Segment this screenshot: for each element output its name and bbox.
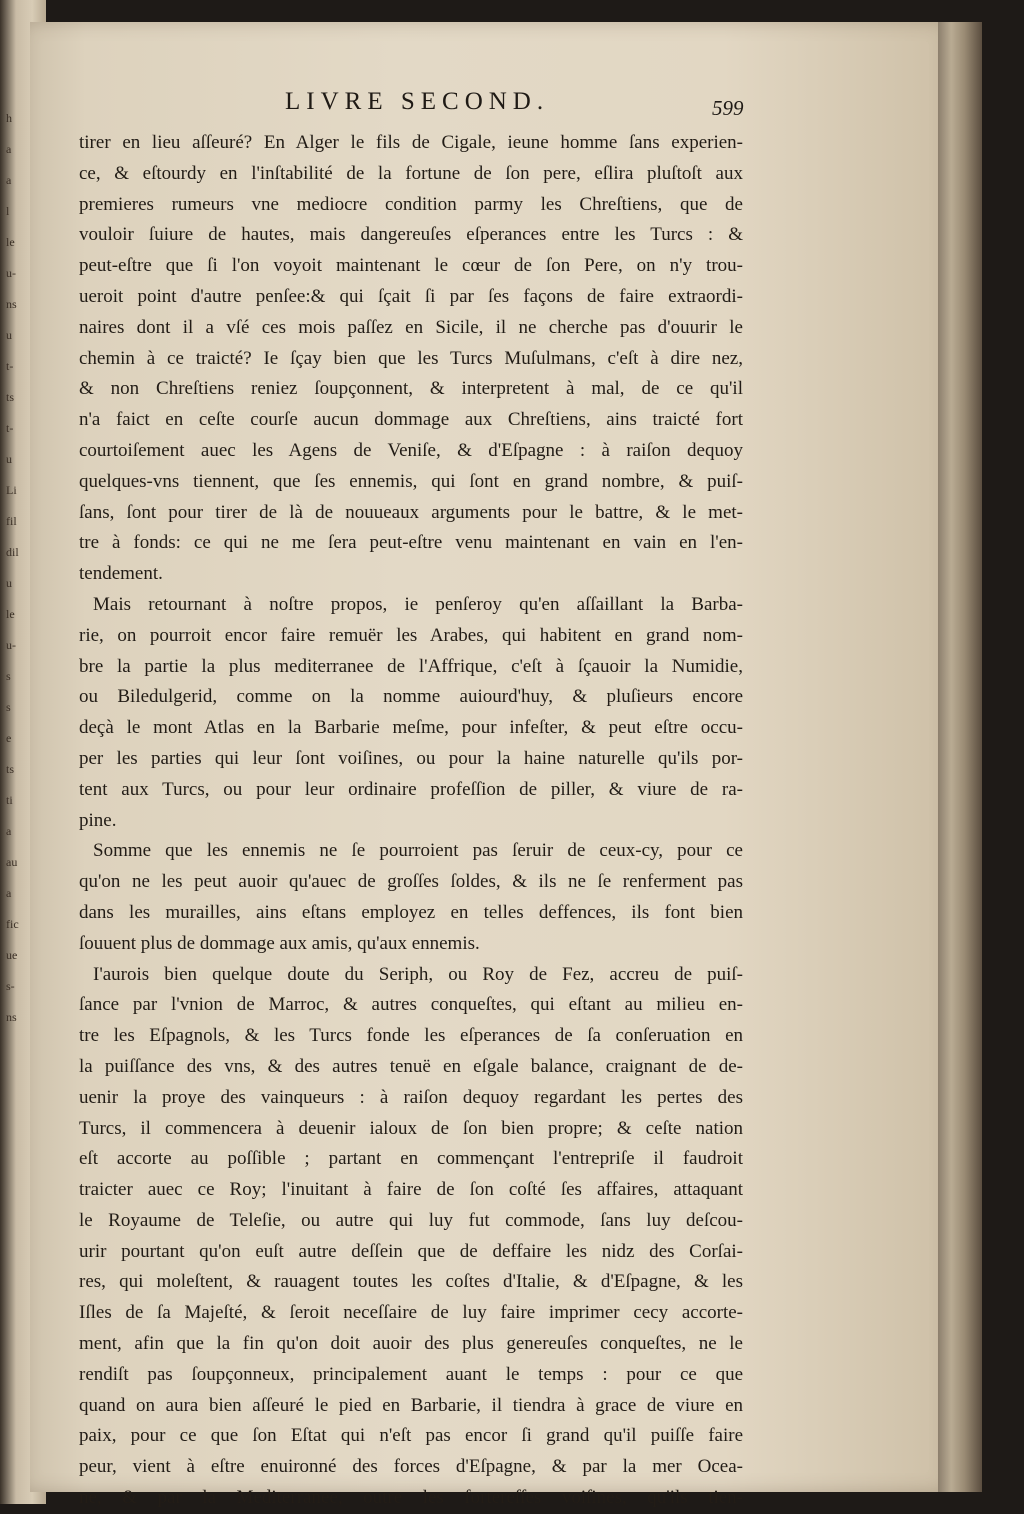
edge-fragment: fic: [6, 917, 19, 931]
text-line: Turcs, il commencera à deuenir ialoux de ſon bien propre; & ceſte nation: [79, 1117, 743, 1139]
edge-fragment: le: [6, 235, 15, 249]
edge-fragment: l: [6, 204, 10, 218]
text-line: ce, & eſtourdy en l'inſtabilité de la fortune de ſon pere, eſlira pluſtoſt aux: [79, 162, 743, 184]
text-line: vouloir ſuiure de hautes, mais dangereuſes eſperances entre les Turcs : &: [79, 224, 743, 246]
text-line: peut-eſtre que ſi l'on voyoit maintenant le cœur de ſon Pere, on n'y trou-: [79, 255, 743, 277]
running-head: LIVRE SECOND.: [285, 88, 550, 115]
edge-fragment: a: [6, 142, 12, 156]
text-line: ne, & par la Mediterranee, outre les fortereſſes voiſines, qu'ils tien-: [79, 1487, 743, 1509]
text-line: res, qui moleſtent, & rauagent toutes les coſtes d'Italie, & d'Eſpagne, & les: [79, 1271, 743, 1293]
edge-fragment: a: [6, 824, 12, 838]
text-line: paix, pour ce que ſon Eſtat qui n'eſt pas encor ſi grand qu'il puiſſe faire: [79, 1425, 743, 1447]
text-line: bre la partie la plus mediterranee de l'Affrique, c'eſt à ſçauoir la Numidie,: [79, 655, 743, 677]
text-line: deçà le mont Atlas en la Barbarie meſme, pour infeſter, & peut eſtre occu-: [79, 717, 743, 739]
text-line: ſance par l'vnion de Marroc, & autres conqueſtes, qui eſtant au milieu en-: [79, 994, 743, 1016]
text-line: urir pourtant qu'on euſt autre deſſein que de deffaire les nidz des Corſai-: [79, 1240, 743, 1262]
text-line: qu'on ne les peut auoir qu'auec de groſſes ſoldes, & ils ne ſe renferment pas: [79, 871, 743, 893]
edge-fragment: dil: [6, 545, 19, 559]
text-line: quand on aura bien aſſeuré le pied en Barbarie, il tiendra à grace de viure en: [79, 1394, 743, 1416]
text-line: I'aurois bien quelque doute du Seriph, ou Roy de Fez, accreu de puiſ-: [93, 963, 743, 985]
edge-fragment: u-: [6, 638, 16, 652]
edge-fragment: a: [6, 173, 12, 187]
text-line: chemin à ce traicté? Ie ſçay bien que les Turcs Muſulmans, c'eſt à dire nez,: [79, 347, 743, 369]
edge-fragment: ts: [6, 390, 15, 404]
page-number: 599: [712, 96, 744, 120]
text-line: rie, on pourroit encor faire remuër les Arabes, qui habitent en grand nom-: [79, 624, 743, 646]
text-line: naires dont il a vſé ces mois paſſez en Sicile, il ne cherche pas d'ouurir le: [79, 316, 743, 338]
text-line: tendement.: [79, 563, 163, 585]
body-text: [79, 128, 743, 1514]
text-line: ou Biledulgerid, comme on la nomme auiourd'huy, & pluſieurs encore: [79, 686, 743, 708]
text-line: la puiſſance des vns, & des autres tenuë en eſgale balance, craignant de de-: [79, 1055, 743, 1077]
edge-fragment: u: [6, 328, 12, 342]
text-line: ueroit point d'autre penſee:& qui ſçait ſi par ſes façons de faire extraordi-: [79, 285, 743, 307]
text-line: peur, vient à eſtre enuironné des forces d'Eſpagne, & par la mer Ocea-: [79, 1456, 743, 1478]
edge-fragment: t-: [6, 421, 14, 435]
text-line: Somme que les ennemis ne ſe pourroient pas ſeruir de ceux-cy, pour ce: [93, 840, 743, 862]
text-line: courtoiſement auec les Agens de Veniſe, & d'Eſpagne : à raiſon dequoy: [79, 439, 743, 461]
text-line: n'a faict en ceſte courſe aucun dommage aux Chreſtiens, ains traicté fort: [79, 409, 743, 431]
edge-fragment: h: [6, 111, 12, 125]
edge-fragment: s: [6, 700, 11, 714]
edge-fragment: ns: [6, 1010, 17, 1024]
text-line: ſouuent plus de dommage aux amis, qu'aux ennemis.: [79, 932, 480, 954]
text-line: per les parties qui leur ſont voiſines, ou pour la haine naturelle qu'ils por-: [79, 747, 743, 769]
text-line: Iſles de ſa Majeſté, & ſeroit neceſſaire de luy faire imprimer cecy accorte-: [79, 1302, 743, 1324]
edge-fragment: ns: [6, 297, 17, 311]
text-line: & non Chreſtiens reniez ſoupçonnent, & interpretent à mal, de ce qu'il: [79, 378, 743, 400]
text-line: pine.: [79, 809, 117, 831]
text-line: tre les Eſpagnols, & les Turcs fonde les eſperances de ſa conſeruation en: [79, 1025, 743, 1047]
text-line: eſt accorte au poſſible ; partant en commençant l'entrepriſe il faudroit: [79, 1148, 743, 1170]
edge-fragment: le: [6, 607, 15, 621]
edge-fragment: u-: [6, 266, 16, 280]
text-line: quelques-vns tiennent, que ſes ennemis, qui ſont en grand nombre, & puiſ-: [79, 470, 743, 492]
edge-fragment: s-: [6, 979, 15, 993]
edge-fragment: au: [6, 855, 18, 869]
edge-fragment: u: [6, 576, 12, 590]
edge-fragment: e: [6, 731, 12, 745]
text-line: premieres rumeurs vne mediocre condition parmy les Chreſtiens, que de: [79, 193, 743, 215]
text-line: tirer en lieu aſſeuré? En Alger le fils de Cigale, ieune homme ſans experien-: [79, 132, 743, 153]
edge-fragment: Li: [6, 483, 17, 497]
text-line: ſans, ſont pour tirer de là de nouueaux arguments pour le battre, & le met-: [79, 501, 743, 523]
edge-fragment: s: [6, 669, 11, 683]
edge-fragment: ti: [6, 793, 13, 807]
edge-fragment: t-: [6, 359, 14, 373]
edge-fragment: fil: [6, 514, 17, 528]
edge-fragment: a: [6, 886, 12, 900]
edge-fragment: u: [6, 452, 12, 466]
text-line: ment, afin que la fin qu'on doit auoir des plus genereuſes conqueſtes, ne le: [79, 1333, 743, 1355]
text-line: tre à fonds: ce qui ne me ſera peut-eſtre venu maintenant en vain en l'en-: [79, 532, 743, 554]
text-line: rendiſt pas ſoupçonneux, principalement auant le temps : pour ce que: [79, 1363, 743, 1385]
text-line: Mais retournant à noſtre propos, ie penſeroy qu'en aſſaillant la Barba-: [93, 593, 743, 615]
text-line: dans les murailles, ains eſtans employez en telles deffences, ils font bien: [79, 901, 743, 923]
book-right-edge: [938, 22, 982, 1492]
text-line: traicter auec ce Roy; l'inuitant à faire de ſon coſté ſes affaires, attaquant: [79, 1179, 743, 1201]
edge-fragment: ts: [6, 762, 15, 776]
edge-fragment: ue: [6, 948, 18, 962]
text-line: uenir la proye des vainqueurs : à raiſon dequoy regardant les pertes des: [79, 1086, 743, 1108]
text-line: tent aux Turcs, ou pour leur ordinaire profeſſion de piller, & viure de ra-: [79, 778, 743, 800]
text-line: le Royaume de Teleſie, ou autre qui luy fut commode, ſans luy deſcou-: [79, 1209, 743, 1231]
